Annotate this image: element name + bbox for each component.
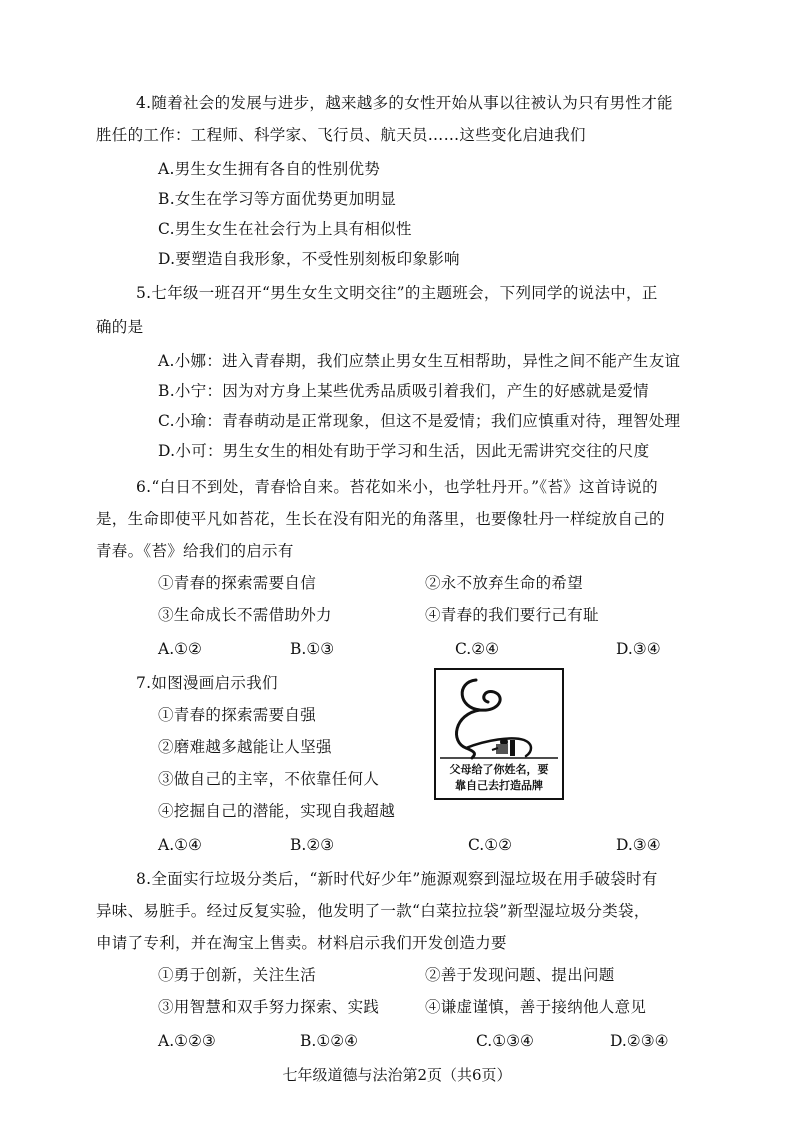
question-4-stem-line-1: 4.随着社会的发展与进步，越来越多的女性开始从事以往被认为只有男性才能 <box>136 94 673 112</box>
question-8-statement-2: ②善于发现问题、提出问题 <box>425 966 615 984</box>
question-8-stem-line-1: 8.全面实行垃圾分类后，“新时代好少年”施源观察到湿垃圾在用手破袋时有 <box>136 870 658 888</box>
question-5-option-a: A.小娜：进入青春期，我们应禁止男女生互相帮助，异性之间不能产生友谊 <box>158 352 681 370</box>
question-8-option-c: C.①③④ <box>476 1032 534 1050</box>
question-8-stem-line-3: 申请了专利，并在淘宝上售卖。材料启示我们开发创造力要 <box>96 934 507 952</box>
question-7-statement-3: ③做自己的主宰，不依靠任何人 <box>158 770 380 788</box>
question-6-statement-2: ②永不放弃生命的希望 <box>425 574 584 592</box>
question-8-statement-1: ①勇于创新，关注生活 <box>158 966 317 984</box>
cartoon-caption-line-2: 靠自己去打造品牌 <box>455 779 543 792</box>
question-6-option-c: C.②④ <box>455 640 500 658</box>
question-6-statement-3: ③生命成长不需借助外力 <box>158 606 332 624</box>
question-8-option-b: B.①②④ <box>300 1032 359 1050</box>
question-6-stem-line-2: 是，生命即使平凡如苔花，生长在没有阳光的角落里，也要像牡丹一样绽放自己的 <box>96 510 665 528</box>
cartoon-caption-line-1: 父母给了你姓名，要 <box>449 763 549 776</box>
question-8-option-a: A.①②③ <box>158 1032 216 1050</box>
question-4-option-b: B.女生在学习等方面优势更加明显 <box>158 190 397 208</box>
question-6-option-a: A.①② <box>158 640 202 658</box>
question-7-statement-1: ①青春的探索需要自强 <box>158 706 317 724</box>
question-8-option-d: D.②③④ <box>610 1032 669 1050</box>
question-7-option-b: B.②③ <box>290 836 335 854</box>
question-7-option-d: D.③④ <box>616 836 661 854</box>
question-4-option-d: D.要塑造自我形象，不受性别刻板印象影响 <box>158 250 460 268</box>
question-5-option-d: D.小可：男生女生的相处有助于学习和生活，因此无需讲究交往的尺度 <box>158 442 650 460</box>
question-6-option-b: B.①③ <box>290 640 335 658</box>
question-5-option-b: B.小宁：因为对方身上某些优秀品质吸引着我们，产生的好感就是爱情 <box>158 382 649 400</box>
question-6-statement-4: ④青春的我们要行己有耻 <box>425 606 599 624</box>
question-4-option-a: A.男生女生拥有各自的性别优势 <box>158 160 381 178</box>
question-5-stem-line-1: 5.七年级一班召开“男生女生文明交往”的主题班会，下列同学的说法中，正 <box>136 284 658 302</box>
question-5-option-c: C.小瑜：青春萌动是正常现象，但这不是爱情；我们应慎重对待，理智处理 <box>158 412 681 430</box>
question-6-stem-line-1: 6.“白日不到处，青春恰自来。苔花如米小，也学牡丹开。”《苔》这首诗说的 <box>136 478 658 496</box>
question-6-stem-line-3: 青春。《苔》给我们的启示有 <box>96 542 294 560</box>
question-7-stem: 7.如图漫画启示我们 <box>136 674 278 692</box>
question-8-statement-4: ④谦虚谨慎，善于接纳他人意见 <box>425 998 647 1016</box>
cartoon-caption <box>438 762 560 794</box>
question-5-stem-line-2: 确的是 <box>96 318 144 336</box>
question-8-stem-line-2: 异味、易脏手。经过反复实验，他发明了一款“白菜拉拉袋”新型湿垃圾分类袋， <box>96 902 650 920</box>
question-4-stem-line-2: 胜任的工作：工程师、科学家、飞行员、航天员……这些变化启迪我们 <box>96 126 586 144</box>
cartoon-image <box>434 668 564 800</box>
question-4-option-c: C.男生女生在社会行为上具有相似性 <box>158 220 412 238</box>
question-8-statement-3: ③用智慧和双手努力探索、实践 <box>158 998 380 1016</box>
question-7-statement-4: ④挖掘自己的潜能，实现自我超越 <box>158 802 396 820</box>
question-6-statement-1: ①青春的探索需要自信 <box>158 574 317 592</box>
page-footer: 七年级道德与法治第2页（共6页） <box>282 1066 512 1084</box>
question-7-option-a: A.①④ <box>158 836 202 854</box>
question-7-option-c: C.①② <box>468 836 513 854</box>
question-6-option-d: D.③④ <box>616 640 661 658</box>
question-7-statement-2: ②磨难越多越能让人坚强 <box>158 738 332 756</box>
